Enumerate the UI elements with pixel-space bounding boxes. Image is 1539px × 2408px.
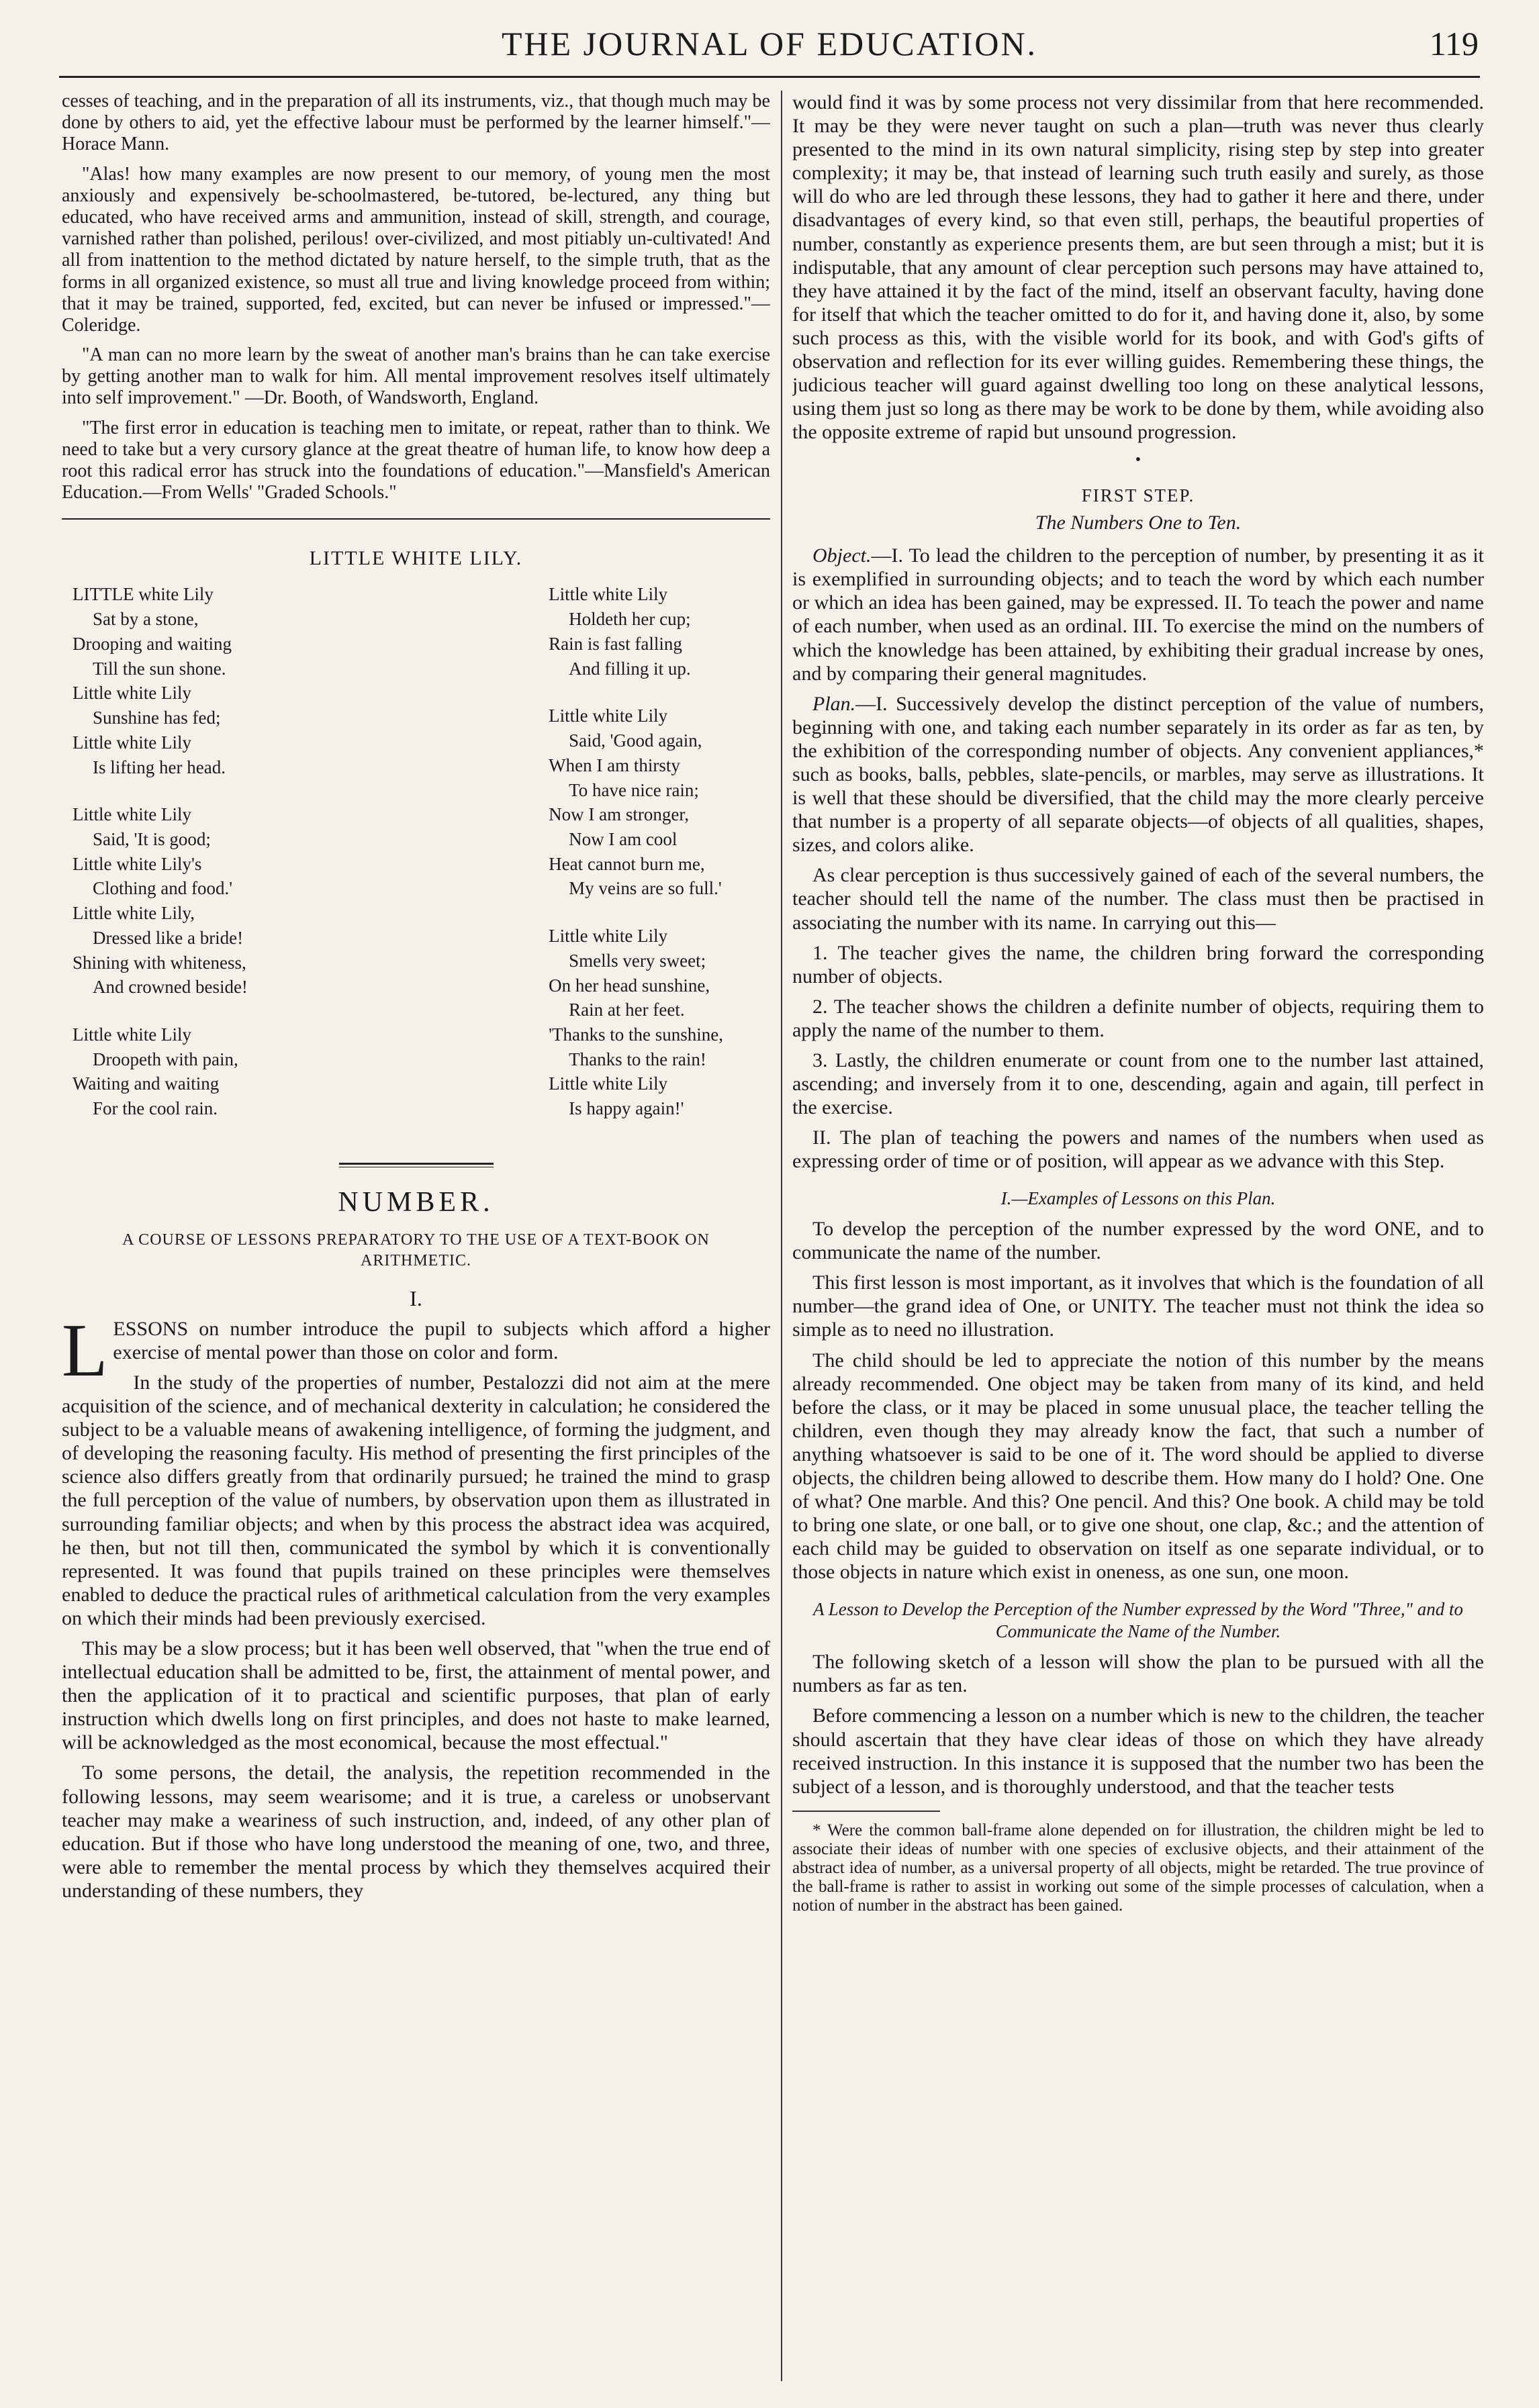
step-title: FIRST STEP. xyxy=(1081,485,1195,506)
body-paragraph: In the study of the properties of number, Pestalozzi did not aim at the mere acquisition of the science, and of mechanical dexterity in calculation; he considered the subject to be a valuable means of awakening intelligence, of forming the judgment, and of developing the reasoning faculty. His method of presenting the first principles of the science also differs greatly from that ordinarily pursued; he trained the mind to grasp the full perception of the value of numbers, by observation upon them as illustrated in surrounding familiar objects; and when by this process the abstract idea was acquired, he then, but not till then, communicated the symbol by which it is conventionally represented. It was found that pupils trained on these principles were themselves enabled to deduce the practical rules of arithmetical calculation from the very examples on which their minds had been previously exercised. xyxy=(62,1371,770,1629)
poem-line: Now I am stronger, xyxy=(549,804,690,825)
poem-line: Dressed like a bride! xyxy=(93,927,244,948)
poem-line: Little white Lily xyxy=(73,804,191,825)
quote-paragraph: "A man can no more learn by the sweat of another man's brains than he can take exercise by getting another man to walk for him. All mental improvement resolves itself ultimately into self improvement." —Dr. Booth, of Wandsworth, England. xyxy=(62,344,770,409)
poem-line: Till the sun shone. xyxy=(93,658,226,679)
header-rule xyxy=(59,76,1480,78)
quotes-block xyxy=(62,91,770,503)
object-paragraph xyxy=(792,544,1484,685)
column-divider xyxy=(781,91,782,2381)
poem-line: Little white Lily xyxy=(549,1073,668,1094)
poem-line: My veins are so full.' xyxy=(569,878,722,899)
examples-heading: I.—Examples of Lessons on this Plan. xyxy=(1000,1188,1276,1208)
poem-line: Rain at her feet. xyxy=(569,1000,685,1020)
poem-line: Shining with whiteness, xyxy=(73,952,246,973)
object-label: Object. xyxy=(812,544,872,567)
poem-line: Said, 'It is good; xyxy=(93,828,211,849)
body-paragraph: The child should be led to appreciate the notion of this number by the means already recommended. One object may be taken from many of its kind, and held before the class, or it may be placed in some unusual place, the teacher telling the children, even though they may already know the fact, that such a number of anything whatsoever is said to be one of it. The word should be applied to diverse objects, the children being allowed to describe them. How many do I hold? One. One of what? One marble. And this? One pencil. And this? One book. A child may be told to bring one slate, or one ball, or to give one shout, one clap, &c.; and the attention of each child may be guided to observation on itself as one separate individual, or to those objects in nature which exist in oneness, as one sun, one moon. xyxy=(792,1349,1484,1584)
poem-line: Sunshine has fed; xyxy=(93,708,221,728)
poem-line: And filling it up. xyxy=(569,658,691,679)
poem-line: Rain is fast falling xyxy=(549,633,682,654)
poem-line: Clothing and food.' xyxy=(93,878,233,899)
poem-line: For the cool rain. xyxy=(93,1098,218,1119)
left-column xyxy=(62,91,770,2388)
poem-line: Little white Lily xyxy=(549,926,668,947)
ornament-dot: • xyxy=(1135,451,1141,469)
quote-paragraph: "Alas! how many examples are now present to our memory, of young men the most anxiously and expensively be-schoolmastered, be-tutored, be-lectured, any thing but educated, who have received arms and ammunition, instead of skill, strength, and courage, varnished rather than polished, perilous! over-civilized, and most pitiably un-cultivated! And all from inattention to the method dictated by nature herself, to the simple truth, that as the forms in all organized existence, so must all true and living knowledge proceed from within; that it may be trained, supported, fed, excited, but can never be infused or impressed."—Coleridge. xyxy=(62,163,770,336)
poem-stanza xyxy=(549,924,723,1121)
poem-line: Smells very sweet; xyxy=(569,950,706,971)
poem-line: Little white Lily xyxy=(549,584,668,605)
opening-paragraph xyxy=(62,1308,770,1392)
body-paragraph: The following sketch of a lesson will show the plan to be pursued with all the numbers as far as ten. xyxy=(792,1651,1484,1697)
object-text: —I. To lead the children to the perception of number, by presenting it as it is exemplified in surrounding objects; and to teach the word by which each number or which an idea has been gained, may be expressed. II. To teach the power and name of each number, when used as an ordinal. III. To exercise the mind on the numbers of which the knowledge has been attained, by exhibiting their gradual increase by ones, and by comparing their general magnitudes. xyxy=(792,544,1484,685)
poem-line: 'Thanks to the sunshine, xyxy=(549,1024,723,1045)
poem-line: Little white Lily, xyxy=(73,903,195,924)
poem-line: Little white Lily xyxy=(73,1024,191,1045)
poem-line: Is happy again!' xyxy=(569,1098,684,1119)
quote-paragraph: cesses of teaching, and in the preparation of all its instruments, viz., that though much may be done by others to aid, yet the effective labour must be performed by the learner himself."—Horace Mann. xyxy=(62,91,770,155)
poem-line: LITTLE white Lily xyxy=(73,584,214,605)
poem-stanza xyxy=(73,582,248,779)
poem-line: Now I am cool xyxy=(569,828,678,849)
poem-line: Little white Lily xyxy=(73,732,191,753)
lesson-heading: A Lesson to Develop the Perception of the Number expressed by the Word "Three," and to Communicate the Name of the Number. xyxy=(812,1599,1463,1641)
poem-line: Droopeth with pain, xyxy=(93,1049,238,1069)
poem-line: Waiting and waiting xyxy=(73,1073,220,1094)
list-item: 2. The teacher shows the children a definite number of objects, requiring them to apply the name of the number to them. xyxy=(792,995,1484,1041)
body-paragraph: This may be a slow process; but it has been well observed, that "when the true end of intellectual education shall be admitted to be, first, the attainment of mental power, and then the application of it to practical and scientific purposes, that plan of early instruction which dwells long on first principles, and does not haste to make learned, will be acknowledged as the most economical, because the most effectual." xyxy=(62,1637,770,1754)
footnote: * Were the common ball-frame alone depended on for illustration, the children might be led to associate their ideas of number with one species of exclusive objects, and their attainment of the abstract idea of number, as a universal property of all objects, might be retarded. The true province of the ball-frame is rather to assist in working out some of the simple processes of calculation, when a notion of number in the abstract has been gained. xyxy=(792,1821,1484,1915)
poem-line: Little white Lily xyxy=(73,683,191,704)
poem-stanza xyxy=(549,582,723,681)
poem-line: Said, 'Good again, xyxy=(569,730,702,751)
poem-line: Thanks to the rain! xyxy=(569,1049,706,1069)
body-paragraph: Before commencing a lesson on a number which is new to the children, the teacher should ascertain that they have clear ideas of those on which they have already received instruction. In this instance it is supposed that the number two has been the subject of a lesson, and is thoroughly understood, and that the teacher tests xyxy=(792,1704,1484,1798)
poem-column-left xyxy=(73,582,248,1143)
list-item: 1. The teacher gives the name, the children bring forward the corresponding number of objects. xyxy=(792,941,1484,988)
lesson-numeral: I. xyxy=(410,1286,422,1311)
poem-line: Holdeth her cup; xyxy=(569,609,691,630)
plan-label: Plan. xyxy=(812,692,856,715)
poem-line: Drooping and waiting xyxy=(73,633,232,654)
body-paragraph: would find it was by some process not very dissimilar from that here recommended. It may be they were never taught on such a plan—truth was never thus clearly presented to the mind in its own natural simplicity, rising step by step into greater complexity; it may be, that instead of learning such truth easily and surely, as those will do who are led through these lessons, they had to gather it here and there, under disadvantages of every kind, so that even still, perhaps, the beautiful properties of number, constantly as experience presents them, are but seen through a mist; but it is indisputable, that any amount of clear perception such persons may have attained to, they have attained it by the fact of the mind, itself an observant faculty, having done for itself that which the teacher omitted to do for it, and having done it, also, by some such process as this, with the visible world for its book, and with God's gifts of observation and reflection for its ever willing guides. Remembering these things, the judicious teacher will guard against dwelling too long on these analytical lessons, using them just so long as there may be work to be done by them, while avoiding also the opposite extreme of rapid but unsound progression. xyxy=(792,91,1484,444)
right-column xyxy=(792,91,1484,2388)
page-header xyxy=(47,19,1492,73)
body-paragraph: To develop the perception of the number expressed by the word ONE, and to communicate the name of the number. xyxy=(792,1218,1484,1264)
divider-rule xyxy=(339,1163,494,1167)
section-rule xyxy=(62,518,770,520)
poem-line: Heat cannot burn me, xyxy=(549,853,705,874)
poem-line: Little white Lily xyxy=(549,706,668,726)
poem-line: To have nice rain; xyxy=(569,779,699,800)
body-paragraph: This first lesson is most important, as it involves that which is the foundation of all number—the grand idea of One, or UNITY. The teacher must not think the idea so simple as to need no illustration. xyxy=(792,1271,1484,1341)
body-paragraph: As clear perception is thus successively gained of each of the several numbers, the teacher should tell the name of the number. The class must then be practised in associating the number with its name. In carrying out this— xyxy=(792,864,1484,934)
section-title: NUMBER. xyxy=(338,1186,494,1218)
body-paragraph: To some persons, the detail, the analysis, the repetition recommended in the following lessons, may seem wearisome; and it is true, a careless or unobservant teacher may make a weariness of such instruction, and, indeed, of any other plan of education. But if those who have long understood the meaning of one, two, and three, were able to remember the mental process by which they themselves acquired their understanding of these numbers, they xyxy=(62,1762,770,1902)
poem-column-right xyxy=(549,582,723,1143)
poem-line: Is lifting her head. xyxy=(93,757,226,777)
poem-title: LITTLE WHITE LILY. xyxy=(309,547,523,570)
journal-title: THE JOURNAL OF EDUCATION. xyxy=(501,25,1038,62)
body-paragraph: II. The plan of teaching the powers and names of the numbers when used as expressing order of time or of position, will appear as we advance with this Step. xyxy=(792,1126,1484,1173)
plan-text: —I. Successively develop the distinct perception of the value of numbers, beginning with one, and taking each number separately in its order as far as ten, by the exhibition of the corresponding number of objects. Any convenient appliances,* such as books, balls, pebbles, slate-pencils, or marbles, may serve as illustrations. It is well that these should be diversified, that the child may the more clearly perceive that number is a property of all separate objects—of objects of all qualities, shapes, sizes, and colors alike. xyxy=(792,692,1484,857)
poem-line: When I am thirsty xyxy=(549,755,680,775)
plan-paragraph xyxy=(792,692,1484,857)
opening-text: ESSONS on number introduce the pupil to subjects which afford a higher exercise of mental power than those on color and form. xyxy=(113,1317,770,1363)
poem-stanza xyxy=(549,704,723,901)
poem-line: Sat by a stone, xyxy=(93,609,199,630)
footnote-rule xyxy=(792,1811,940,1812)
poem-line: And crowned beside! xyxy=(93,977,248,998)
poem-stanza xyxy=(73,1022,248,1121)
drop-cap: L xyxy=(62,1308,108,1392)
poem-line: Little white Lily's xyxy=(73,853,202,874)
quote-paragraph: "The first error in education is teaching men to imitate, or repeat, rather than to think. We need to take but a very cursory glance at the great theatre of human life, to know how deep a root this radical error has struck into the foundations of education."—Mansfield's American Education.—From Wells' "Graded Schools." xyxy=(62,417,770,503)
page-number: 119 xyxy=(1429,25,1479,62)
poem-line: On her head sunshine, xyxy=(549,975,710,996)
section-subtitle: A COURSE OF LESSONS PREPARATORY TO THE USE OF A TEXT-BOOK ON ARITHMETIC. xyxy=(122,1231,710,1270)
step-subtitle: The Numbers One to Ten. xyxy=(1035,512,1242,534)
poem-stanza xyxy=(73,802,248,1000)
list-item: 3. Lastly, the children enumerate or count from one to the number last attained, ascending; and inversely from it to one, descending, again and again, till perfect in the exercise. xyxy=(792,1049,1484,1119)
poem xyxy=(62,582,770,1143)
